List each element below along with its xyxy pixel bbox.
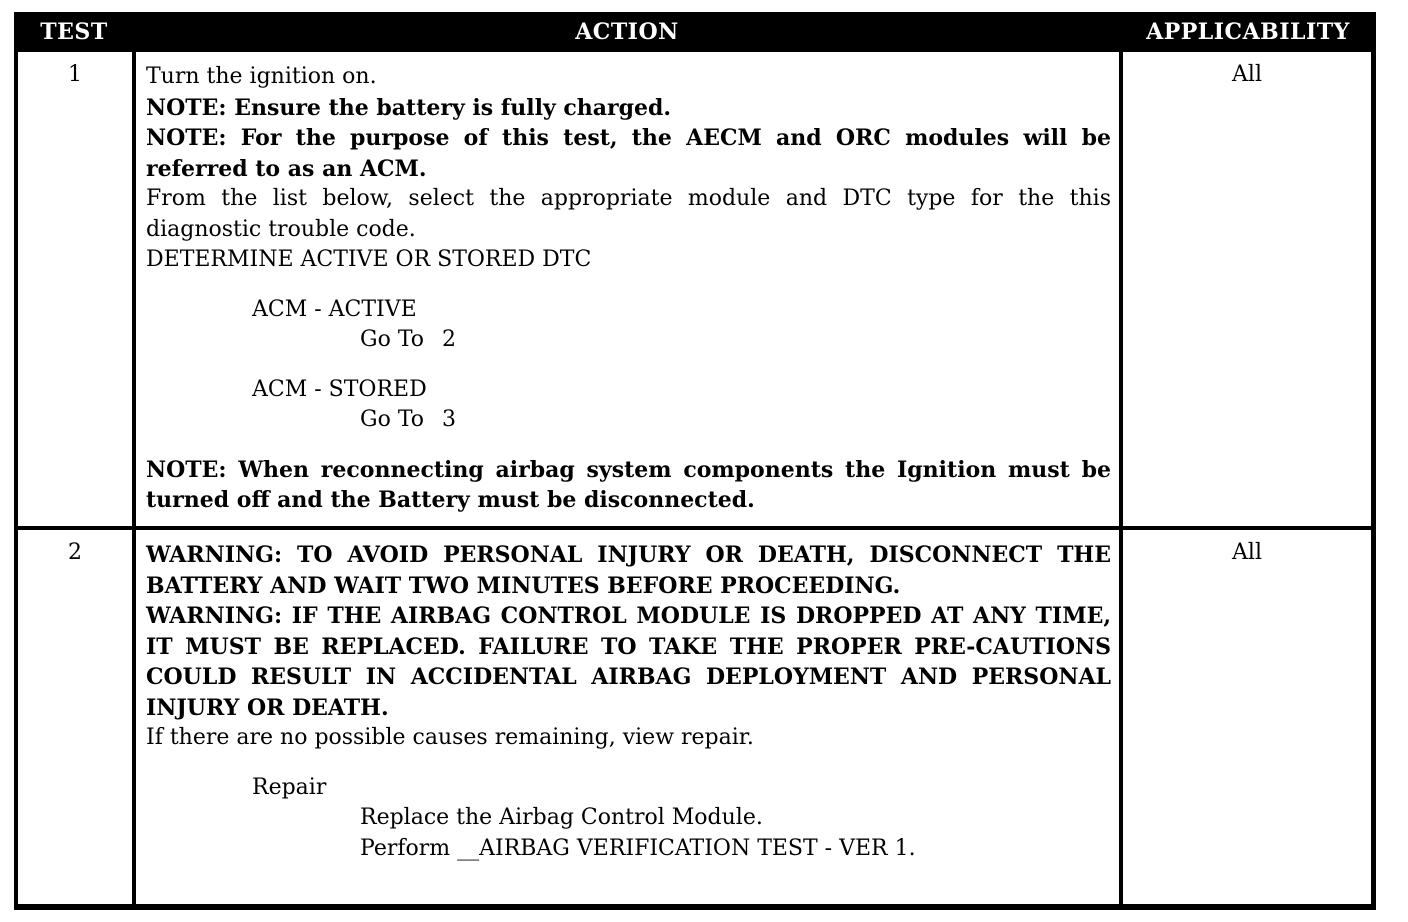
goto-step-2[interactable]: 2 <box>442 327 457 352</box>
row1-option1-label: ACM - ACTIVE <box>252 296 417 322</box>
row1-determine: DETERMINE ACTIVE OR STORED DTC <box>146 247 592 272</box>
row1-option1-goto[interactable] <box>146 325 1111 356</box>
row2-warning2: WARNING: IF THE AIRBAG CONTROL MODULE IS DROPPED AT ANY TIME, IT MUST BE REPLACED. FAILURE TO TAKE THE PROPER PRE-CAUTIONS COULD RESULT IN ACCIDENTAL AIRBAG DEPLOYMENT AND PERSONAL INJURY OR DEATH. <box>146 603 1111 721</box>
diagnostic-table <box>14 12 1376 910</box>
row1-action-cell <box>136 52 1119 526</box>
row1-line1: Turn the ignition on. <box>146 64 377 89</box>
row2-test-number: 2 <box>18 530 132 904</box>
header-test: TEST <box>40 19 108 45</box>
header-applicability: APPLICABILITY <box>1146 19 1350 45</box>
row1-note3: NOTE: When reconnecting airbag system components the Ignition must be turned off and the Battery must be disconnected. <box>146 456 1111 513</box>
row2-repair-step1: Replace the Airbag Control Module. <box>360 805 763 830</box>
row1-note1: NOTE: Ensure the battery is fully charged. <box>146 94 672 121</box>
goto-step-3[interactable]: 3 <box>442 407 457 432</box>
row2-action-cell <box>136 530 1119 904</box>
goto-label: Go To <box>360 407 425 432</box>
row1-option2-goto[interactable] <box>146 405 1111 436</box>
row2-line1: If there are no possible causes remaining, view repair. <box>146 725 754 750</box>
row1-applicability: All <box>1123 52 1371 526</box>
row1-instruction: From the list below, select the appropriate module and DTC type for the this diagnostic trouble code. <box>146 186 1111 242</box>
header-action: ACTION <box>575 19 679 45</box>
row1-option2-label: ACM - STORED <box>252 376 427 402</box>
goto-label: Go To <box>360 327 425 352</box>
row2-warning1: WARNING: TO AVOID PERSONAL INJURY OR DEATH, DISCONNECT THE BATTERY AND WAIT TWO MINUTES BEFORE PROCEEDING. <box>146 542 1111 599</box>
row2-applicability: All <box>1123 530 1371 904</box>
row1-note2: NOTE: For the purpose of this test, the AECM and ORC modules will be referred to as an ACM. <box>146 125 1111 182</box>
row2-repair-step2[interactable]: Perform __AIRBAG VERIFICATION TEST - VER 1. <box>360 835 916 861</box>
row2-repair-label: Repair <box>252 774 327 800</box>
row1-test-number: 1 <box>18 52 132 526</box>
